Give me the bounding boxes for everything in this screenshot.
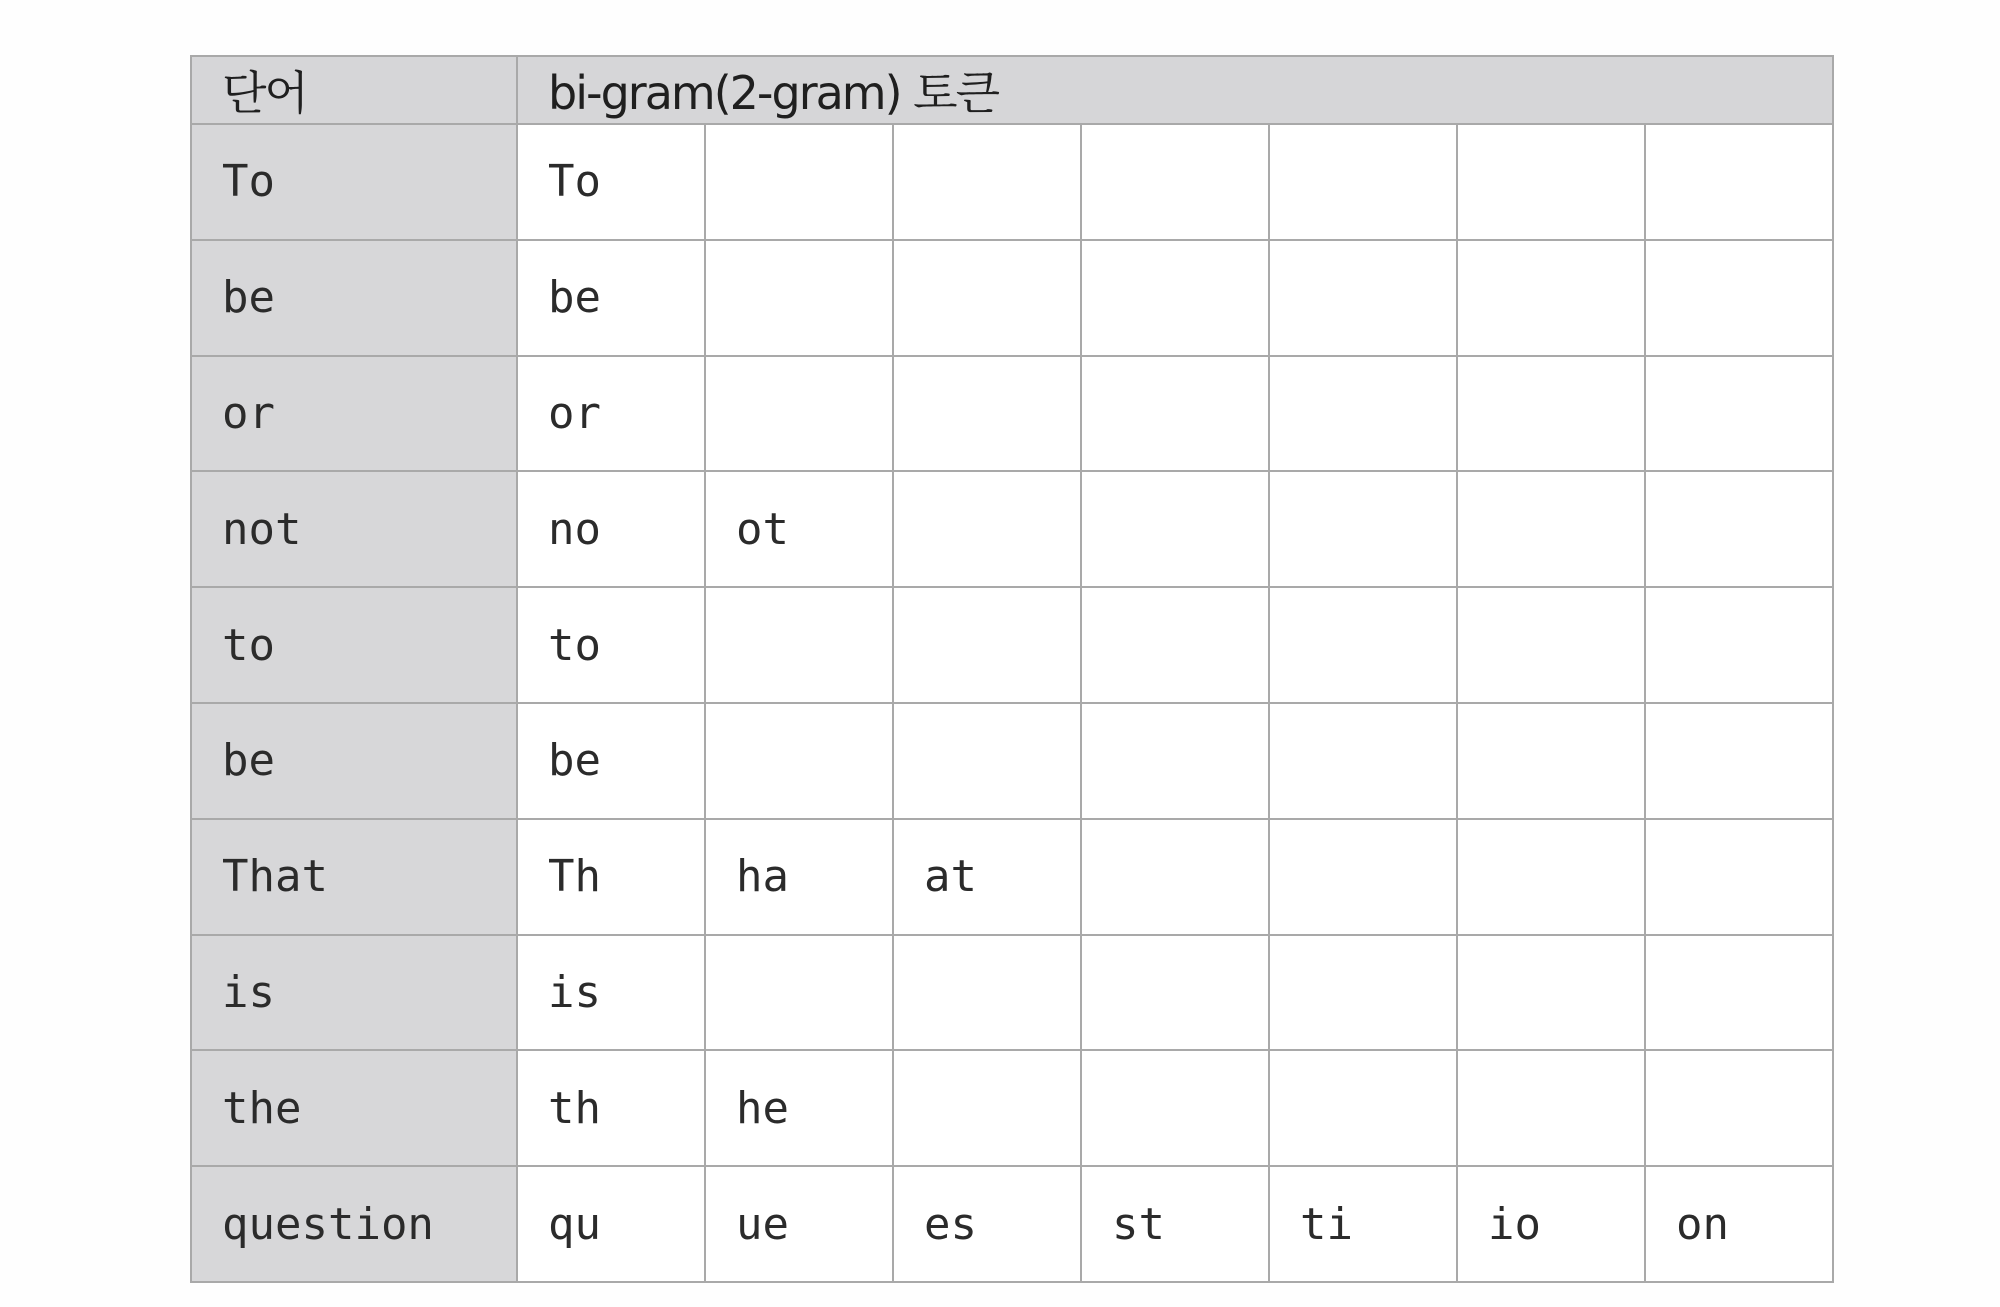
tokens-column-header: bi-gram(2-gram) 토큰: [517, 56, 1833, 124]
word-cell: is: [191, 935, 517, 1051]
token-cell: [893, 240, 1081, 356]
token-cell: [1457, 471, 1645, 587]
token-cell: [1645, 819, 1833, 935]
token-cell: no: [517, 471, 705, 587]
table-row: [191, 587, 1833, 703]
token-cell: To: [517, 124, 705, 240]
token-cell: ue: [705, 1166, 893, 1282]
table-row: [191, 1166, 1833, 1282]
token-cell: [1457, 356, 1645, 472]
table-header-row: [191, 56, 1833, 124]
token-cell: [1645, 240, 1833, 356]
token-cell: [1081, 703, 1269, 819]
table-row: [191, 240, 1833, 356]
token-cell: be: [517, 240, 705, 356]
token-cell: th: [517, 1050, 705, 1166]
token-cell: [1269, 935, 1457, 1051]
table-row: [191, 819, 1833, 935]
token-cell: [705, 356, 893, 472]
token-cell: [1081, 819, 1269, 935]
token-cell: Th: [517, 819, 705, 935]
token-cell: [1645, 124, 1833, 240]
token-cell: ti: [1269, 1166, 1457, 1282]
token-cell: [705, 703, 893, 819]
token-cell: [1645, 703, 1833, 819]
token-cell: [893, 471, 1081, 587]
token-cell: [1269, 471, 1457, 587]
table-row: [191, 1050, 1833, 1166]
token-cell: [1269, 1050, 1457, 1166]
token-cell: [1081, 1050, 1269, 1166]
table-row: [191, 703, 1833, 819]
token-cell: be: [517, 703, 705, 819]
token-cell: st: [1081, 1166, 1269, 1282]
token-cell: [1081, 587, 1269, 703]
bigram-table: [190, 55, 1834, 1283]
table-row: [191, 935, 1833, 1051]
token-cell: [1645, 587, 1833, 703]
token-cell: [705, 935, 893, 1051]
token-cell: [1081, 356, 1269, 472]
table-row: [191, 471, 1833, 587]
token-cell: on: [1645, 1166, 1833, 1282]
word-cell: be: [191, 240, 517, 356]
token-cell: [1081, 124, 1269, 240]
token-cell: [1269, 356, 1457, 472]
word-cell: to: [191, 587, 517, 703]
token-cell: [1645, 935, 1833, 1051]
token-cell: [1457, 1050, 1645, 1166]
token-cell: [1269, 124, 1457, 240]
token-cell: [1457, 124, 1645, 240]
table-row: [191, 124, 1833, 240]
token-cell: [893, 703, 1081, 819]
token-cell: [1081, 240, 1269, 356]
token-cell: [1269, 240, 1457, 356]
word-cell: or: [191, 356, 517, 472]
token-cell: [1081, 471, 1269, 587]
token-cell: ot: [705, 471, 893, 587]
token-cell: [893, 1050, 1081, 1166]
token-cell: [705, 124, 893, 240]
word-cell: That: [191, 819, 517, 935]
token-cell: [893, 587, 1081, 703]
token-cell: es: [893, 1166, 1081, 1282]
word-cell: To: [191, 124, 517, 240]
token-cell: is: [517, 935, 705, 1051]
word-cell: be: [191, 703, 517, 819]
token-cell: [1457, 935, 1645, 1051]
token-cell: [1081, 935, 1269, 1051]
token-cell: [1457, 587, 1645, 703]
token-cell: [1269, 703, 1457, 819]
token-cell: at: [893, 819, 1081, 935]
token-cell: he: [705, 1050, 893, 1166]
token-cell: [1269, 819, 1457, 935]
token-cell: ha: [705, 819, 893, 935]
token-cell: [705, 587, 893, 703]
token-cell: [893, 124, 1081, 240]
table-row: [191, 356, 1833, 472]
token-cell: qu: [517, 1166, 705, 1282]
word-cell: not: [191, 471, 517, 587]
table-body: [191, 124, 1833, 1282]
token-cell: [1457, 703, 1645, 819]
token-cell: [1645, 356, 1833, 472]
token-cell: [1457, 240, 1645, 356]
token-cell: or: [517, 356, 705, 472]
token-cell: io: [1457, 1166, 1645, 1282]
token-cell: [1269, 587, 1457, 703]
token-cell: to: [517, 587, 705, 703]
token-cell: [705, 240, 893, 356]
token-cell: [1457, 819, 1645, 935]
word-column-header: 단어: [191, 56, 517, 124]
token-cell: [1645, 1050, 1833, 1166]
word-cell: question: [191, 1166, 517, 1282]
word-cell: the: [191, 1050, 517, 1166]
token-cell: [893, 356, 1081, 472]
token-cell: [1645, 471, 1833, 587]
token-cell: [893, 935, 1081, 1051]
